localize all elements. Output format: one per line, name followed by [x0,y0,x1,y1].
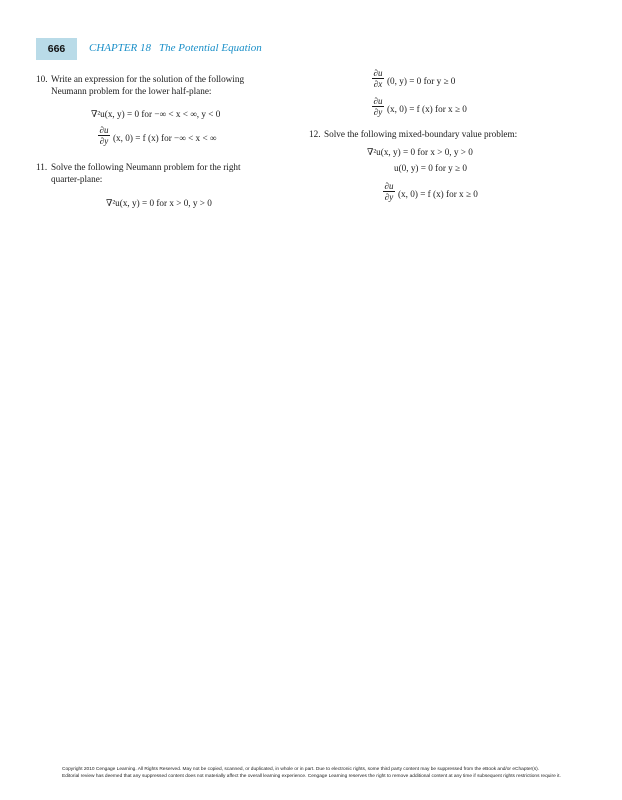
problem-10 [36,73,296,99]
equation: ∇²u(x, y) = 0 for x > 0, y > 0 [106,198,212,208]
partial-fraction: ∂u ∂x [373,68,383,89]
problem-text-line: Solve the following mixed-boundary value problem: [324,129,518,139]
problem-11 [36,161,296,187]
footer-line: Copyright 2010 Cengage Learning. All Rights Reserved. May not be copied, scanned, or duplicated, in whole or in part. Due to electronic rights, some third party content may be suppressed from the eBook and/or eChapter(s). [62,767,540,772]
problem-text-line: Write an expression for the solution of the following [51,74,245,84]
problem-number: 10. [36,74,48,84]
problem-text-line: Solve the following Neumann problem for the right [51,162,241,172]
problem-text-line: quarter-plane: [51,174,103,184]
partial-fraction: ∂u ∂y [99,125,109,146]
partial-fraction: ∂u ∂y [373,96,383,117]
problem-12 [309,128,589,142]
equation: ∇²u(x, y) = 0 for −∞ < x < ∞, y < 0 [91,109,221,119]
equation: ∇²u(x, y) = 0 for x > 0, y > 0 [367,147,473,157]
copyright-footer [62,766,582,780]
equation: (0, y) = 0 for y ≥ 0 [387,76,456,86]
problem-text-line: Neumann problem for the lower half-plane: [51,86,212,96]
footer-line: Editorial review has deemed that any suppressed content does not materially affect the overall learning experience. Cengage Learning reserves the right to remove additional content at any time if subsequent rights restrictions require it. [62,774,561,779]
equation: u(0, y) = 0 for y ≥ 0 [394,163,467,173]
equation: (x, 0) = f (x) for x ≥ 0 [387,104,467,114]
equation: (x, 0) = f (x) for x ≥ 0 [398,189,478,199]
problem-number: 12. [309,129,321,139]
chapter-header [89,42,262,54]
page-number: 666 [36,38,77,60]
problem-number: 11. [36,162,48,172]
chapter-label: CHAPTER 18 [89,42,152,54]
chapter-title: The Potential Equation [159,42,262,54]
partial-fraction: ∂u ∂y [384,181,394,202]
equation: (x, 0) = f (x) for −∞ < x < ∞ [113,133,217,143]
